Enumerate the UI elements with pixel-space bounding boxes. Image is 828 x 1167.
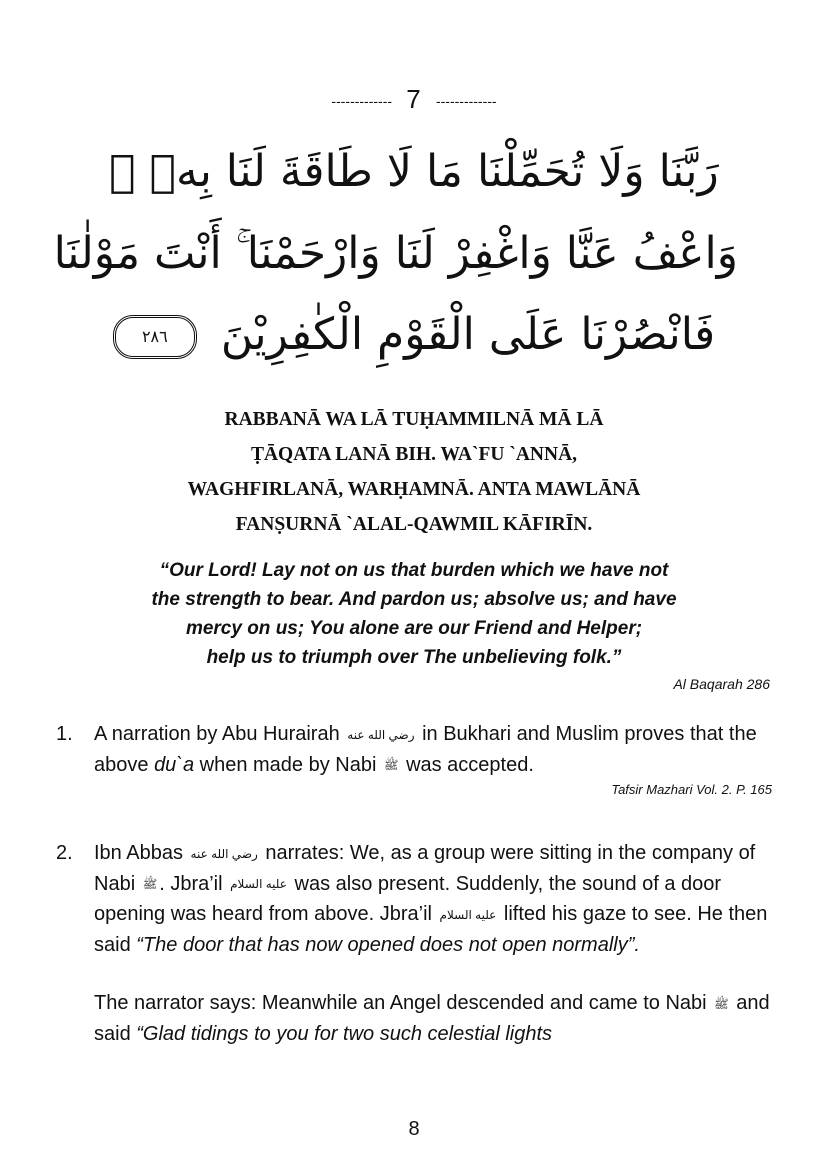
text-span: narrates: We, as a group were sitting in the company of Nabi — [94, 842, 756, 895]
quote-italic: “Glad tidings to you for two such celestial lights — [136, 1022, 553, 1045]
honorific-glyph: ﷺ — [142, 877, 158, 892]
text-span: . Jbra’il — [159, 872, 223, 895]
translation-line: help us to triumph over The unbelieving folk.” — [206, 647, 622, 668]
dash-left: ------------- — [331, 93, 393, 110]
dash-right: ------------- — [435, 93, 497, 110]
list-item-text — [94, 719, 772, 780]
honorific-glyph: عليه السلام — [230, 877, 287, 892]
text-span: in Bukhari and Muslim proves that the above — [94, 723, 757, 776]
text-span: when made by Nabi — [199, 753, 377, 776]
arabic-line-2: وَاعْفُ عَنَّا وَاغْفِرْ لَنَا وَارْحَمْنَا ۚ أَنْتَ مَوْلٰنَا — [53, 228, 738, 279]
translation-line: mercy on us; You alone are our Friend and Helper; — [185, 618, 643, 639]
transliteration-line: WAGHFIRLANĀ, WARḤAMNĀ. ANTA MAWLĀNĀ — [187, 479, 641, 500]
ayah-number-marker: ٢٨٦ — [113, 315, 197, 359]
text-span: lifted his gaze to see. He then said — [94, 903, 768, 957]
text-span-italic: du`a — [154, 753, 195, 776]
list-item-1 — [56, 719, 772, 800]
text-span: The narrator says: Meanwhile an Angel descended and came to Nabi — [94, 992, 707, 1015]
honorific-glyph: ﷺ — [714, 996, 729, 1011]
translation-line: “Our Lord! Lay not on us that burden which we have not — [159, 560, 669, 581]
list-item-paragraph-2 — [94, 988, 772, 1049]
arabic-line-3-text: فَانْصُرْنَا عَلَى الْقَوْمِ الْكٰفِرِيْنَ — [220, 309, 716, 360]
list-item-number: 2. — [56, 842, 73, 864]
tafsir-reference: Tafsir Mazhari Vol. 2. P. 165 — [611, 782, 772, 798]
transliteration-line: FANṢURNĀ `ALAL-QAWMIL KĀFIRĪN. — [235, 514, 593, 535]
transliteration-line: ṬĀQATA LANĀ BIH. WA`FU `ANNĀ, — [250, 444, 578, 465]
arabic-line-1: رَبَّنَا وَلَا تُحَمِّلْنَا مَا لَا طَاقَةَ لَنَا بِهٖ ۚ — [109, 146, 719, 197]
narration-list — [56, 719, 772, 800]
dua-number-header — [0, 84, 828, 115]
text-span: A narration by Abu Hurairah — [94, 723, 340, 745]
honorific-glyph: ﷺ — [384, 758, 399, 773]
text-span: was also present. Suddenly, the sound of a door opening was heard from above. Jbra’il — [94, 872, 722, 926]
transliteration-line: RABBANĀ WA LĀ TUḤAMMILNĀ MĀ LĀ — [224, 409, 604, 430]
text-span: was accepted. — [406, 753, 534, 776]
text-span: Ibn Abbas — [94, 842, 183, 864]
translation-line: the strength to bear. And pardon us; absolve us; and have — [151, 589, 677, 610]
quote-italic: “The door that has now opened does not open normally”. — [136, 934, 640, 957]
arabic-line-3 — [90, 309, 738, 360]
dua-number: 7 — [406, 84, 422, 114]
list-item-text — [94, 838, 772, 960]
honorific-glyph: رضي الله عنه — [347, 727, 415, 742]
translation-block — [92, 556, 736, 672]
list-item-2 — [56, 838, 772, 1049]
honorific-glyph: رضي الله عنه — [190, 846, 258, 861]
narration-list-2 — [56, 838, 772, 1049]
text-span: and said — [94, 992, 770, 1045]
list-item-number: 1. — [56, 723, 73, 745]
page-number: 8 — [408, 1118, 420, 1140]
quran-source-reference: Al Baqarah 286 — [673, 676, 770, 692]
transliteration-block — [80, 402, 748, 542]
honorific-glyph: عليه السلام — [439, 908, 497, 923]
